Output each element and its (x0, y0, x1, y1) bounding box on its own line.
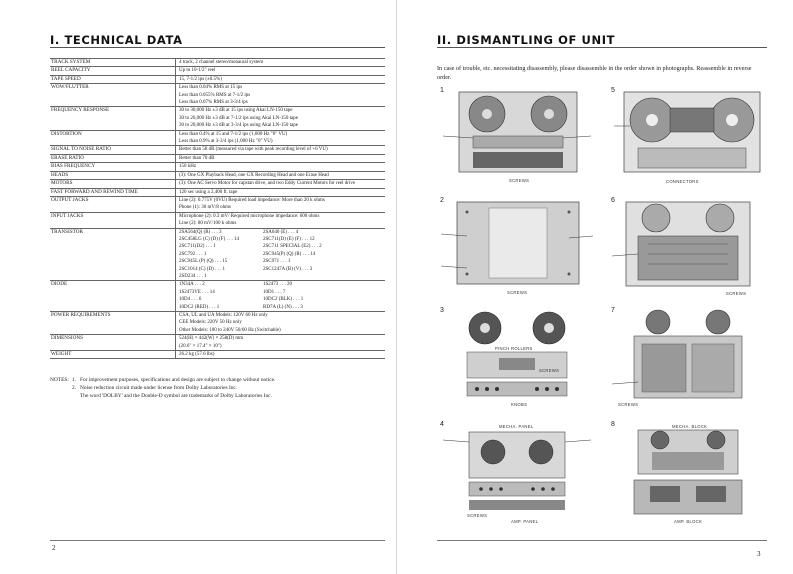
spec-value-line: Microphone (2): 0.3 mV/ Required microphone impedance: 600 ohms (179, 213, 320, 219)
spec-value-line: (3): One AC Servo Motor for capstan drive, and two Eddy Current Motors for reel drive (179, 181, 356, 187)
note-row (50, 384, 275, 392)
bottom-rule (50, 540, 385, 541)
spec-value-line: 30 to 20,000 Hz ±3 dB at 3-3/4 ips using Akai LN-150 tape (179, 123, 298, 129)
caption-mecha-block: MECHA. BLOCK (672, 424, 708, 429)
spec-value (175, 281, 385, 311)
spec-row (50, 130, 385, 146)
caption-knobs: KNOBS (511, 402, 528, 407)
title-rule (50, 47, 385, 48)
photo-2 (437, 196, 597, 300)
spec-value-line: Line (2): 0.775V (0VU) Required load impedance: More than 20 k ohms (179, 197, 325, 203)
spec-row (50, 145, 385, 153)
spec-label: WEIGHT (51, 351, 72, 358)
spec-value-line: Less than 0.4% at 15 and 7-1/2 ips (1,000 Hz "0" VU) (179, 131, 288, 137)
caption-screws: SCREWS (539, 368, 560, 373)
spec-label: INPUT JACKS (51, 212, 84, 219)
spec-label: TRACK SYSTEM (51, 59, 91, 65)
spec-value-line: CSA, UL and UA Models: 120V 60 Hz only (179, 313, 268, 318)
spec-value-line: Better than 70 dB (179, 155, 215, 161)
photo-number: 1 (440, 87, 444, 94)
spec-value (175, 84, 385, 106)
spec-value-line: 120 sec using a 2,400 ft. tape (179, 189, 238, 195)
caption-pinch-rollers: PINCH ROLLERS (495, 346, 533, 351)
spec-row (50, 350, 385, 359)
caption-amp-block: AMP. BLOCK (674, 519, 703, 524)
caption-screws: SCREWS (509, 178, 530, 183)
photo-number: 8 (611, 421, 615, 428)
photo-5 (608, 86, 768, 190)
spec-value (175, 180, 385, 187)
spec-pair-left: 2SC1014 (C) (D) . . . 1 (179, 266, 225, 272)
spec-pair-right: 2SC711(D) (E) (F) . . . 12 (263, 236, 315, 242)
spec-value-pair (179, 304, 385, 311)
caption-mecha-panel: MECHA. PANEL (499, 424, 534, 429)
photo-number: 5 (611, 87, 615, 94)
spec-value-line: (3): One GX Playback Head, one GX Recording Head and one Erase Head (179, 172, 329, 178)
spec-pair-left: 2SC458LG (C) (D) (F) . . . 14 (179, 236, 239, 242)
notes-block (50, 376, 275, 400)
photo-5-image (608, 86, 768, 190)
spec-pair-left: 1N34A . . . 2 (179, 282, 205, 288)
spec-label: MOTORS (51, 180, 73, 187)
photo-1 (437, 86, 597, 190)
spec-value (175, 312, 385, 334)
title-rule (437, 47, 767, 48)
caption-screws: SCREWS (467, 513, 488, 518)
spec-pair-right: 2SC1247A (B) (V) . . . 3 (263, 266, 313, 272)
spec-row (50, 188, 385, 196)
spec-pair-right: 2SC711 SPECIAL (E2) . . . 2 (263, 244, 322, 250)
photo-number: 6 (611, 197, 615, 204)
spec-table (50, 58, 385, 359)
spec-label: FREQUENCY RESPONSE (51, 107, 110, 114)
spec-pair-left: 2SA564(Q) (R) . . . 3 (179, 229, 222, 235)
spec-label: BIAS FREQUENCY (51, 163, 96, 170)
spec-value-pair (179, 289, 385, 296)
spec-value (175, 229, 385, 281)
spec-value (175, 197, 385, 212)
spec-value (175, 155, 385, 162)
spec-row (50, 280, 385, 311)
spec-pair-right: RD7A (L) (N) . . . 3 (263, 304, 303, 310)
spec-value-line: 26.2 kg (57.6 lbs) (179, 352, 215, 358)
spec-label: HEADS (51, 171, 69, 178)
spec-pair-right: 2SA640 (E) . . . 4 (263, 229, 299, 235)
spec-value-line: 150 kHz (179, 164, 197, 170)
page-number: 2 (52, 544, 56, 552)
spec-value-line: Less than 0.04% RMS at 15 ips (179, 85, 243, 91)
spec-value (175, 131, 385, 146)
spec-pair-left: 2SC711(D2) . . . 1 (179, 244, 216, 250)
spec-value-line: Up to 10-1/2" reel (179, 68, 216, 74)
photo-number: 7 (611, 307, 615, 314)
photo-6-image (608, 196, 768, 300)
spec-value (175, 59, 385, 66)
spec-pair-left: 10DC2 (RED) . . . 1 (179, 304, 220, 310)
spec-row (50, 75, 385, 83)
spec-label: FAST FORWARD AND REWIND TIME (51, 188, 138, 195)
spec-row (50, 106, 385, 129)
spec-pair-right: 2SC945(P) (Q) (R) . . . 14 (263, 251, 316, 257)
intro-text: In case of trouble, etc. necessitating disassembly, please disassemble in the order shown in photographs. Reassemble in reverse order. (437, 65, 752, 81)
spec-value (175, 67, 385, 74)
section-title-technical-data: I. TECHNICAL DATA (50, 33, 183, 47)
spec-label: REEL CAPACITY (51, 67, 91, 74)
photo-8 (608, 420, 768, 524)
spec-row (50, 196, 385, 212)
photo-7-image (608, 306, 768, 410)
photo-number: 2 (440, 197, 444, 204)
spec-value (175, 213, 385, 228)
spec-value (175, 172, 385, 179)
spec-value-pair (179, 229, 385, 236)
caption-screws: SCREWS (618, 402, 639, 407)
spec-value-pair (179, 296, 385, 303)
photo-3-image (437, 306, 597, 410)
spec-value-line: Less than 0.07% RMS at 3-3/4 ips (179, 100, 248, 106)
bottom-rule (437, 540, 767, 541)
spec-value-line: 30 to 30,000 Hz ±3 dB at 15 ips using Akai LN-150 tape (179, 108, 293, 114)
spec-value-pair (179, 258, 385, 265)
spec-value-pair (179, 273, 385, 280)
right-page (397, 0, 793, 574)
spec-value-line: (20.6" × 17.4" × 10") (179, 343, 222, 349)
spec-value-line: CEE Models: 220V 50 Hz only (179, 320, 242, 326)
photo-1-image (437, 86, 597, 190)
note-row (50, 376, 275, 384)
caption-amp-panel: AMP. PANEL (511, 519, 539, 524)
spec-label: OUTPUT JACKS (51, 196, 89, 203)
spec-pair-right: 2SC971 . . . 1 (263, 259, 291, 265)
page-number: 3 (757, 550, 761, 558)
spec-label: TRANSISTOR (51, 228, 83, 235)
spec-row (50, 171, 385, 179)
spec-label: SIGNAL TO NOISE RATIO (51, 146, 111, 153)
notes-heading: NOTES: (50, 377, 69, 383)
spec-label: WOW/FLUTTER (51, 84, 89, 91)
spec-pair-right: 1S2473 . . . 20 (263, 282, 293, 288)
photo-2-image (437, 196, 597, 300)
spec-value (175, 146, 385, 153)
spec-label: DIODE (51, 281, 68, 288)
spec-value-line: 30 to 26,000 Hz ±3 dB at 7-1/2 ips using Akai LN-150 tape (179, 115, 298, 121)
spec-pair-right: 10D1 . . . 7 (263, 289, 286, 295)
spec-label: ERASE RATIO (51, 154, 84, 161)
spec-value-line: Other Models: 100 to 240V 50/60 Hz (Switchable) (179, 327, 281, 333)
photo-4-image (437, 420, 597, 526)
spec-label: DISTORTION (51, 130, 82, 137)
spec-label: DIMENSIONS (51, 335, 83, 342)
spec-value-pair (179, 251, 385, 258)
spec-value-line: Better than 58 dB (measured via tape with peak recording level of +6 VU) (179, 147, 328, 153)
spec-value-line: Phone (1): 30 mV/8 ohms (179, 205, 231, 211)
spec-value-line: 4 track, 2 channel stereo/monaural system (179, 60, 264, 65)
photo-6 (608, 196, 768, 300)
spec-value (175, 335, 385, 350)
spec-pair-right: 10DC2 (BLK) . . . 1 (263, 297, 304, 303)
note-text: The word 'DOLBY' and the Double-D symbol are trademarks of Dolby Laboratories Inc. (80, 393, 272, 399)
note-number (72, 392, 80, 400)
spec-value-pair (179, 266, 385, 273)
spec-row (50, 58, 385, 66)
spec-row (50, 162, 385, 170)
spec-value-pair (179, 281, 385, 288)
spec-pair-left: 10D4 . . . 6 (179, 297, 202, 303)
note-row (50, 392, 275, 400)
note-text: For improvement purposes, specifications and design are subject to change without notice. (80, 377, 276, 383)
spec-row (50, 83, 385, 106)
note-number: 2. (72, 385, 77, 391)
caption-screws: SCREWS (726, 291, 747, 296)
spec-value-line: 524(H) × 442(W) × 258(D) mm (179, 336, 244, 342)
photo-number: 3 (440, 307, 444, 314)
spec-row (50, 334, 385, 350)
spec-row (50, 311, 385, 334)
spec-pair-left: 2SC945L (P) (Q) . . . 15 (179, 259, 228, 265)
spec-value-line: 15, 7-1/2 ips (±0.5%) (179, 76, 222, 82)
photo-7 (608, 306, 768, 410)
spec-value-line: Line (2): 80 mV/100 k ohms (179, 221, 237, 227)
spec-label: POWER REQUIREMENTS (51, 312, 111, 318)
section-title-dismantling: II. DISMANTLING OF UNIT (437, 33, 616, 47)
spec-value (175, 107, 385, 129)
spec-row (50, 212, 385, 228)
caption-screws: SCREWS (507, 290, 528, 295)
spec-value (175, 76, 385, 83)
spec-value-line: Less than 0.055% RMS at 7-1/2 ips (179, 92, 251, 98)
spec-row (50, 228, 385, 281)
spec-value-line: Less than 0.9% at 3-3/4 ips (1,000 Hz "0" VU) (179, 139, 273, 145)
spec-value-pair (179, 236, 385, 243)
photo-4 (437, 420, 597, 524)
note-text: Noise reduction circuit made under license from Dolby Laboratories Inc. (80, 385, 238, 391)
spec-value (175, 189, 385, 196)
spec-value (175, 351, 385, 358)
spec-value (175, 163, 385, 170)
photo-8-image (608, 420, 768, 526)
spec-label: TAPE SPEED (51, 75, 81, 82)
spec-value-pair (179, 243, 385, 250)
left-page (0, 0, 396, 574)
spec-pair-left: 2SD234 . . . 1 (179, 273, 207, 279)
spec-pair-right (263, 273, 385, 280)
photo-number: 4 (440, 421, 444, 428)
caption-connectors: CONNECTORS (666, 179, 699, 184)
spec-pair-left: 2SC792 . . . 1 (179, 251, 207, 257)
spec-row (50, 179, 385, 187)
spec-row (50, 66, 385, 74)
spec-pair-left: 1S2473VE . . . 14 (179, 289, 215, 295)
photo-3 (437, 306, 597, 410)
note-number: 1. (72, 377, 77, 383)
spec-row (50, 154, 385, 162)
